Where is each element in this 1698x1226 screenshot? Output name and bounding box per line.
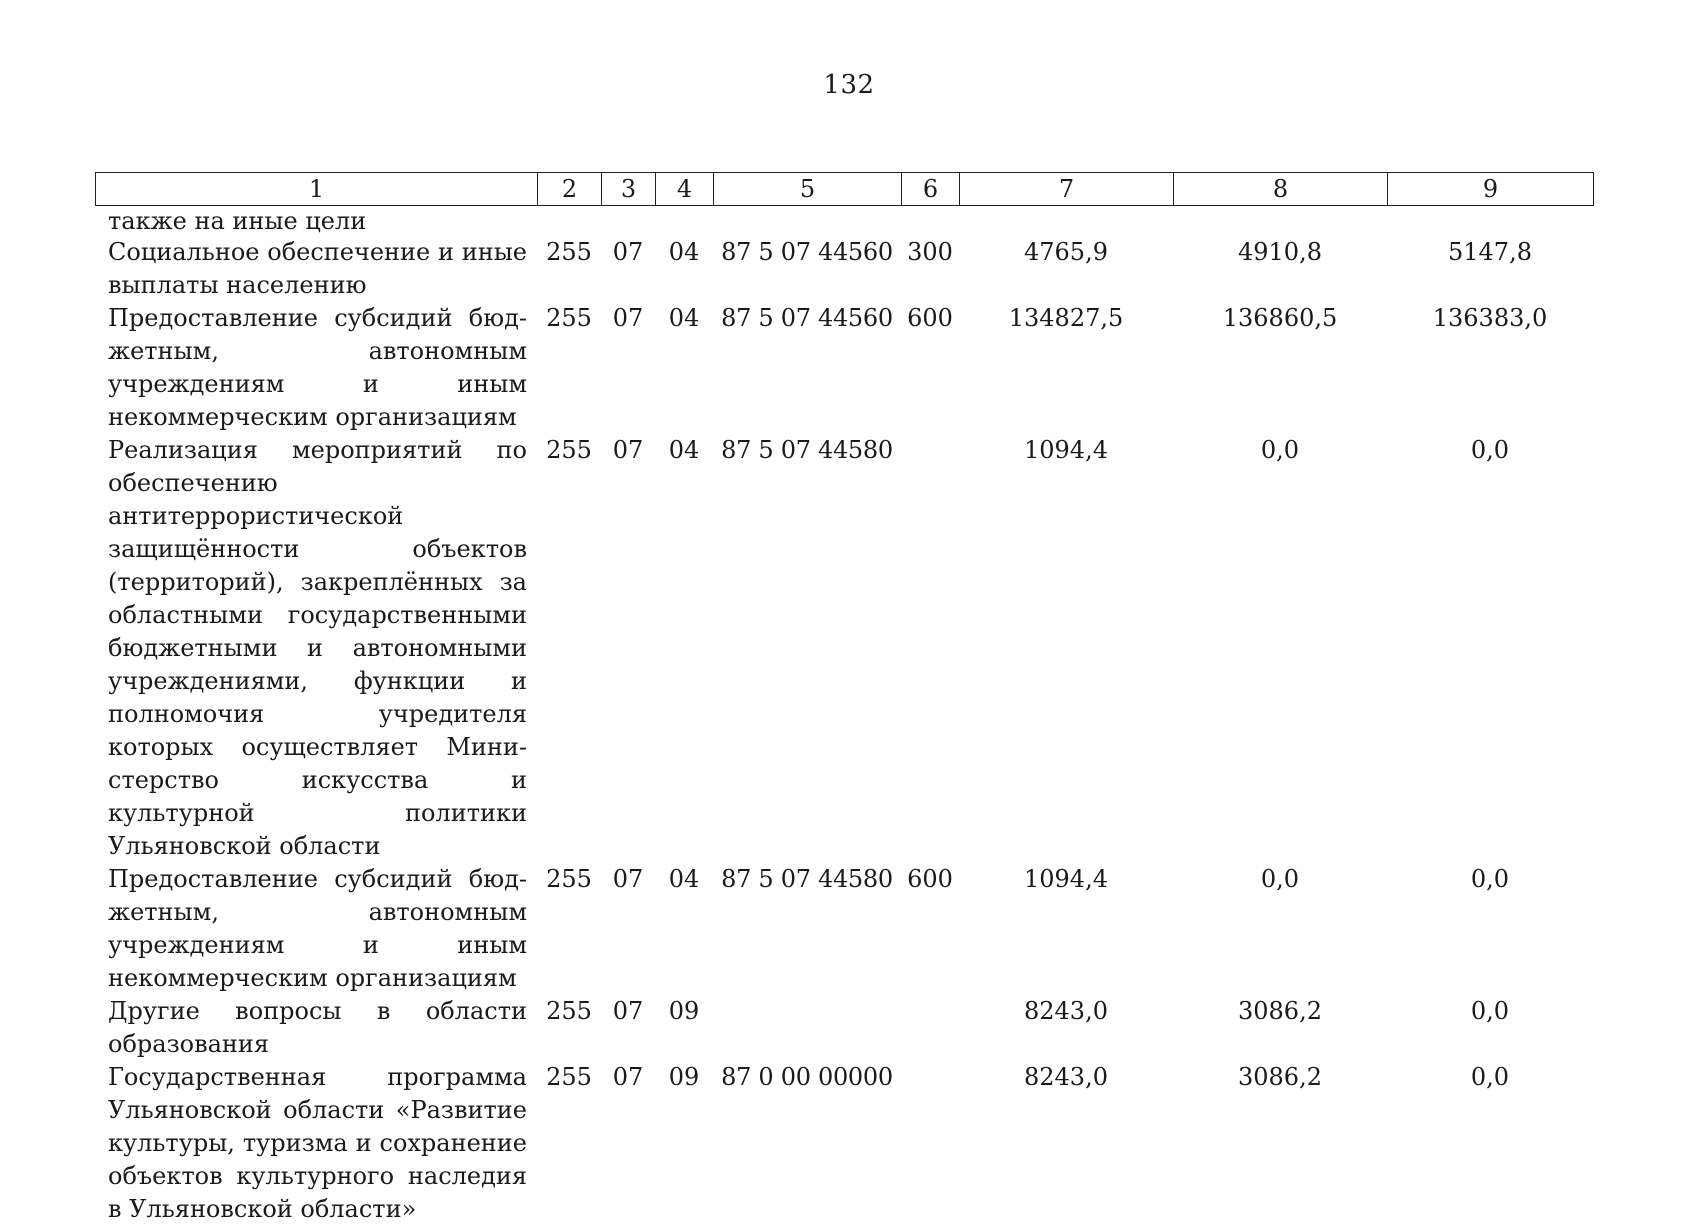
row-name: также на иные цели (108, 207, 367, 235)
table-row (95, 206, 1593, 236)
header-col-2: 2 (538, 173, 602, 206)
row-amount-year-3: 0,0 (1470, 436, 1510, 464)
header-col-5: 5 (714, 173, 902, 206)
table-row (95, 302, 1593, 434)
row-amount-year-1 (959, 206, 1173, 236)
row-expense-type: 600 (907, 304, 953, 332)
row-subsection: 04 (668, 238, 700, 266)
row-name: Предоставление субсидий бюджетным, автономным учреждениям и иным некоммерческим организациям (108, 304, 527, 431)
row-amount-year-3: 0,0 (1470, 865, 1510, 893)
row-ministry-code (537, 206, 601, 236)
row-amount-year-1: 8243,0 (1024, 997, 1108, 1025)
row-expense-type (901, 434, 959, 863)
row-amount-year-1: 1094,4 (1024, 865, 1108, 893)
row-section (601, 206, 655, 236)
row-expense-type: 600 (907, 865, 953, 893)
row-target-article (713, 995, 901, 1061)
row-amount-year-1: 8243,0 (1024, 1063, 1108, 1091)
page-number: 132 (823, 70, 875, 100)
row-section: 07 (612, 997, 644, 1025)
table-row (95, 434, 1593, 863)
row-amount-year-2: 3086,2 (1238, 1063, 1322, 1091)
row-amount-year-1: 4765,9 (1024, 238, 1108, 266)
row-target-article: 87 0 00 00000 (721, 1063, 893, 1091)
row-target-article: 87 5 07 44580 (721, 436, 893, 464)
row-subsection (655, 206, 713, 236)
row-target-article: 87 5 07 44560 (721, 238, 893, 266)
row-ministry-code: 255 (546, 1063, 592, 1091)
row-target-article: 87 5 07 44580 (721, 865, 893, 893)
table-row (95, 236, 1593, 302)
row-amount-year-3 (1387, 206, 1593, 236)
row-amount-year-2: 0,0 (1260, 436, 1300, 464)
row-ministry-code: 255 (546, 304, 592, 332)
row-amount-year-3: 5147,8 (1448, 238, 1532, 266)
row-target-article (713, 206, 901, 236)
row-amount-year-2: 0,0 (1260, 865, 1300, 893)
row-ministry-code: 255 (546, 997, 592, 1025)
row-subsection: 09 (668, 1063, 700, 1091)
table-row (95, 995, 1593, 1061)
row-name: Предоставление субсидий бюджетным, автономным учреждениям и иным некоммерческим организациям (108, 865, 527, 992)
row-amount-year-1: 1094,4 (1024, 436, 1108, 464)
table-row (95, 863, 1593, 995)
budget-table (95, 206, 1593, 1226)
row-name: Государственная программа Ульяновской области «Развитие культуры, туризма и сохранение объектов культурного наследия в Ульяновской области» (108, 1063, 527, 1223)
row-section: 07 (612, 1063, 644, 1091)
row-subsection: 09 (668, 997, 700, 1025)
row-amount-year-2: 136860,5 (1222, 304, 1338, 332)
row-expense-type (901, 995, 959, 1061)
row-amount-year-3: 0,0 (1470, 997, 1510, 1025)
table-header (95, 172, 1594, 206)
row-ministry-code: 255 (546, 436, 592, 464)
header-col-4: 4 (656, 173, 714, 206)
row-amount-year-3: 0,0 (1470, 1063, 1510, 1091)
row-name: Реализация мероприятий по обеспечению антитеррористической защищённости объектов (территорий), закреплённых за областными государственными бюджетными и автономными учреждениями, функции и полномочия учредителя которых осуществляет Министерство искусства и культурной политики Ульяновской области (108, 436, 527, 860)
row-expense-type (901, 206, 959, 236)
row-amount-year-1: 134827,5 (1008, 304, 1124, 332)
row-amount-year-2: 3086,2 (1238, 997, 1322, 1025)
header-col-3: 3 (602, 173, 656, 206)
row-amount-year-2: 4910,8 (1238, 238, 1322, 266)
row-target-article: 87 5 07 44560 (721, 304, 893, 332)
row-section: 07 (612, 238, 644, 266)
row-section: 07 (612, 436, 644, 464)
row-section: 07 (612, 865, 644, 893)
row-ministry-code: 255 (546, 238, 592, 266)
row-expense-type (901, 1061, 959, 1226)
row-name: Социальное обеспечение и иные выплаты населению (108, 238, 527, 299)
table-row (95, 1061, 1593, 1226)
header-col-8: 8 (1174, 173, 1388, 206)
row-section: 07 (612, 304, 644, 332)
header-col-9: 9 (1388, 173, 1594, 206)
row-expense-type: 300 (907, 238, 953, 266)
header-col-7: 7 (960, 173, 1174, 206)
row-subsection: 04 (668, 865, 700, 893)
row-name: Другие вопросы в области образования (108, 997, 527, 1058)
row-amount-year-2 (1173, 206, 1387, 236)
row-ministry-code: 255 (546, 865, 592, 893)
row-subsection: 04 (668, 436, 700, 464)
row-subsection: 04 (668, 304, 700, 332)
header-col-1: 1 (96, 173, 538, 206)
header-col-6: 6 (902, 173, 960, 206)
row-amount-year-3: 136383,0 (1432, 304, 1548, 332)
